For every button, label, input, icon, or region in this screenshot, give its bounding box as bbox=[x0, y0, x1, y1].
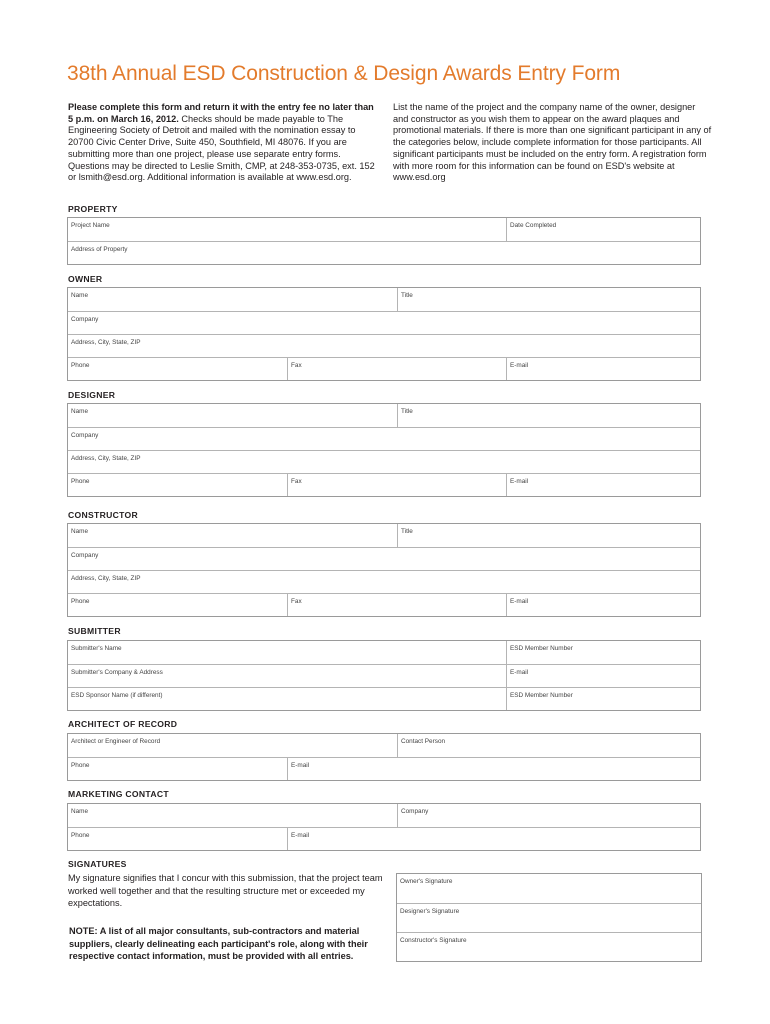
constructor-phone-field[interactable]: Phone bbox=[71, 598, 90, 605]
sponsor-name-field[interactable]: ESD Sponsor Name (if different) bbox=[71, 692, 163, 699]
designer-fax-field[interactable]: Fax bbox=[287, 474, 506, 496]
signatures-heading: SIGNATURES bbox=[68, 859, 127, 869]
architect-contact-field[interactable]: Contact Person bbox=[397, 734, 700, 757]
signature-statement: My signature signifies that I concur with this submission, that the project team worked well together and that the resulting structure met or exceeded my expectations. bbox=[68, 873, 383, 909]
submitter-member-number-field[interactable]: ESD Member Number bbox=[506, 641, 700, 664]
constructor-signature-field[interactable]: Constructor's Signature bbox=[397, 932, 701, 961]
date-completed-field[interactable]: Date Completed bbox=[506, 218, 700, 241]
submitter-email-field[interactable]: E-mail bbox=[506, 665, 700, 687]
owner-company-field[interactable]: Company bbox=[71, 316, 99, 323]
sponsor-member-number-field[interactable]: ESD Member Number bbox=[506, 688, 700, 710]
designer-title-field[interactable]: Title bbox=[397, 404, 700, 427]
designer-fields bbox=[67, 403, 701, 497]
owner-fax-field[interactable]: Fax bbox=[287, 358, 506, 380]
property-heading: PROPERTY bbox=[68, 204, 118, 214]
owner-heading: OWNER bbox=[68, 274, 103, 284]
owner-signature-field[interactable]: Owner's Signature bbox=[400, 878, 453, 885]
constructor-address-field[interactable]: Address, City, State, ZIP bbox=[71, 575, 141, 582]
designer-signature-field[interactable]: Designer's Signature bbox=[397, 903, 701, 932]
intro-details: Checks should be made payable to The Engineering Society of Detroit and mailed with the nomination essay to 20700 Civic Center Drive, Suite 450, Southfield, MI 48076. If you are submitting more than one project, please use separate entry forms. Questions may be directed to Leslie Smith, CMP, at 248-353-0735, ext. 152 or lsmith@esd.org. Additional information is available at www.esd.org. bbox=[68, 113, 375, 183]
designer-name-field[interactable]: Name bbox=[71, 408, 89, 415]
constructor-fields bbox=[67, 523, 701, 617]
owner-name-field[interactable]: Name bbox=[71, 292, 89, 299]
architect-fields bbox=[67, 733, 701, 781]
intro-naming-instructions: List the name of the project and the company name of the owner, designer and constructor as you wish them to appear on the award plaques and promotional materials. If there is more than one significant participant in any of the categories below, include complete information for those participants. All significant participants must be included on the entry form. A registration form with more room for this information can be found on ESD's website at www.esd.org bbox=[393, 102, 712, 183]
designer-phone-field[interactable]: Phone bbox=[71, 478, 90, 485]
owner-address-field[interactable]: Address, City, State, ZIP bbox=[71, 339, 141, 346]
owner-fields bbox=[67, 287, 701, 381]
designer-address-field[interactable]: Address, City, State, ZIP bbox=[71, 455, 141, 462]
owner-title-field[interactable]: Title bbox=[397, 288, 700, 311]
constructor-name-field[interactable]: Name bbox=[71, 528, 89, 535]
marketing-email-field[interactable]: E-mail bbox=[287, 828, 700, 850]
constructor-email-field[interactable]: E-mail bbox=[506, 594, 700, 616]
property-fields bbox=[67, 217, 701, 265]
intro-deadline: Please complete this form and return it with the entry fee no later than 5 p.m. on March 16, 2012. bbox=[68, 102, 374, 124]
marketing-fields bbox=[67, 803, 701, 851]
property-address-field[interactable]: Address of Property bbox=[71, 246, 128, 253]
marketing-name-field[interactable]: Name bbox=[71, 808, 89, 815]
designer-company-field[interactable]: Company bbox=[71, 432, 99, 439]
marketing-heading: MARKETING CONTACT bbox=[68, 789, 169, 799]
architect-heading: ARCHITECT OF RECORD bbox=[68, 719, 178, 729]
constructor-title-field[interactable]: Title bbox=[397, 524, 700, 547]
marketing-phone-field[interactable]: Phone bbox=[71, 832, 90, 839]
marketing-company-field[interactable]: Company bbox=[397, 804, 700, 827]
submitter-name-field[interactable]: Submitter's Name bbox=[71, 645, 122, 652]
constructor-heading: CONSTRUCTOR bbox=[68, 510, 138, 520]
project-name-field[interactable]: Project Name bbox=[71, 222, 110, 229]
form-title: 38th Annual ESD Construction & Design Awards Entry Form bbox=[67, 62, 621, 85]
signature-fields bbox=[396, 873, 702, 962]
constructor-fax-field[interactable]: Fax bbox=[287, 594, 506, 616]
consultants-note: NOTE: A list of all major consultants, sub-contractors and material suppliers, clearly delineating each participant's role, along with their respective contact information, must be provided with all entries. bbox=[69, 926, 368, 962]
submitter-fields bbox=[67, 640, 701, 711]
architect-phone-field[interactable]: Phone bbox=[71, 762, 90, 769]
constructor-company-field[interactable]: Company bbox=[71, 552, 99, 559]
owner-email-field[interactable]: E-mail bbox=[506, 358, 700, 380]
designer-heading: DESIGNER bbox=[68, 390, 116, 400]
submitter-company-address-field[interactable]: Submitter's Company & Address bbox=[71, 669, 163, 676]
intro-instructions bbox=[68, 102, 380, 184]
architect-name-field[interactable]: Architect or Engineer of Record bbox=[71, 738, 161, 745]
designer-email-field[interactable]: E-mail bbox=[506, 474, 700, 496]
owner-phone-field[interactable]: Phone bbox=[71, 362, 90, 369]
architect-email-field[interactable]: E-mail bbox=[287, 758, 700, 780]
submitter-heading: SUBMITTER bbox=[68, 626, 121, 636]
